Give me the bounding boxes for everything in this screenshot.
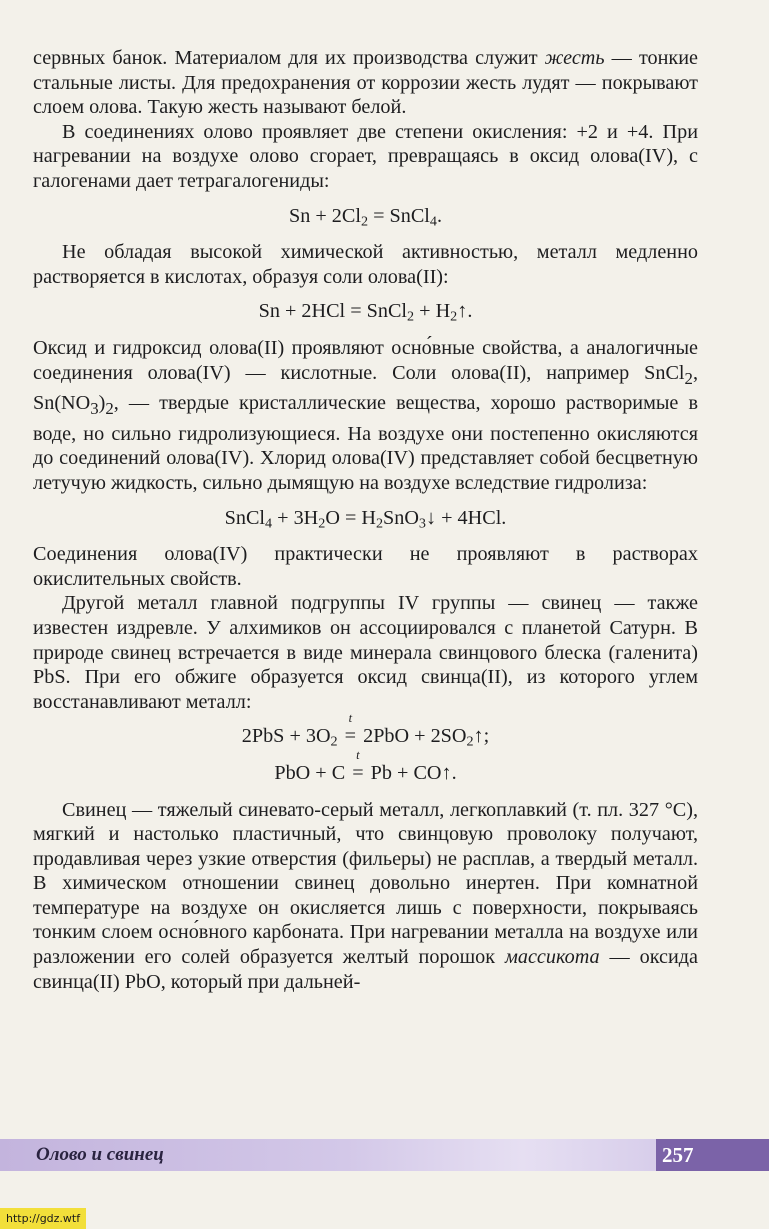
eq-text: ↑. [457,300,473,323]
equation-pbo-reduction [33,747,698,786]
heating-equals-sign [344,711,357,749]
term-zhest: жесть [544,47,605,69]
eq-text: PbO + C [274,761,351,784]
text-run: — тонкие стальные листы. Для предохранения от коррозии жесть лудят — покрывают слоем олова. Такую жесть называют белой. [33,47,698,119]
text-run: , Sn(NO [33,361,698,415]
eq-subscript: 2 [407,308,415,325]
eq-text: 2PbO + 2SO [358,725,467,748]
eq-subscript: 2 [375,515,384,532]
eq-text: ↑; [473,725,490,748]
eq-text: ↓ + 4HCl. [425,506,507,529]
eq-text: SnCl [224,506,266,529]
equation-sn-chlorine [33,204,698,229]
heating-mark: t [348,711,353,726]
eq-subscript: 3 [418,515,426,532]
eq-text: = SnCl [368,204,430,227]
eq-text: + 3H [272,506,319,529]
eq-text: O = H [325,506,376,529]
equals-sign: = [352,761,364,784]
paragraph-lead-properties [33,798,698,995]
eq-subscript: 2 [330,733,338,750]
text-subscript: 2 [684,368,693,388]
paragraph-tin-compounds [33,336,698,496]
text-run: Свинец — тяжелый синевато-серый металл, легкоплавкий (т. пл. 327 °С), мягкий и настолько пластичный, что свинцовую проволоку получают, продавливая через узкие отверстия (фильеры) не расплав, а твердый металл. В химическом отношении свинец довольно инертен. При комнатной температуре на воздухе он окисляется лишь с поверхности, покрываясь тонким слоем осно́вного карбоната. При нагревании металла на воздухе или разложении его солей образуется желтый порошок [33,798,698,969]
heating-equals-sign [352,747,364,786]
eq-subscript: 2 [450,308,458,325]
eq-text: Pb + CO↑. [365,761,457,784]
watermark-link[interactable]: http://gdz.wtf [0,1208,86,1229]
heating-mark: t [356,747,360,762]
page-body-text [33,46,698,994]
eq-subscript: 4 [429,213,437,230]
eq-text: 2PbS + 3O [241,725,331,748]
eq-text: Sn + 2HCl = SnCl [258,300,408,323]
equation-pbs-roasting [33,711,698,750]
eq-text: Sn + 2Cl [288,204,361,227]
eq-text: + H [414,300,451,323]
footer-section-title: Олово и свинец [36,1144,164,1165]
text-run: , — твердые кристаллические вещества, хорошо растворимые в воде, но сильно гидролизующиеся. На воздухе они постепенно окисляются до соединений олова(IV). Хлорид олова(IV) представляет собой бесцветную летучую жидкость, сильно дымящую на воздухе вследствие гидролиза: [33,392,698,494]
eq-subscript: 4 [265,515,273,532]
equation-sn-hcl [33,299,698,324]
equation-sncl4-hydrolysis [33,506,698,531]
page-number: 257 [656,1139,769,1171]
eq-subscript: 2 [360,213,369,230]
eq-text: SnO [383,506,419,529]
eq-text: . [436,204,442,227]
equals-sign: = [344,725,357,748]
text-subscript: 2 [105,399,114,419]
paragraph-tin-acids: Не обладая высокой химической активностью, металл медленно растворяется в кислотах, образуя соли олова(II): [33,241,698,288]
paragraph-tin-plate [33,46,698,120]
term-massikot: массикота [504,946,600,969]
paragraph-lead-intro: Другой металл главной подгруппы IV группы — свинец — также известен издревле. У алхимиков он ассоциировался с планетой Сатурн. В природе свинец встречается в виде минерала свинцового блеска (галенита) PbS. При его обжиге образуется оксид свинца(II), из которого углем восстанавливают металл: [33,592,698,713]
paragraph-tin-iv-properties: Соединения олова(IV) практически не проявляют в растворах окислительных свойств. [33,543,698,590]
eq-subscript: 2 [318,515,326,532]
eq-subscript: 2 [466,733,474,750]
text-run: — оксида свинца(II) PbO, который при дальней- [33,946,698,993]
text-subscript: 3 [90,399,99,419]
text-run: Оксид и гидроксид олова(II) проявляют осно́вные свойства, а аналогичные соединения олова(IV) — кислотные. Соли олова(II), например SnCl [33,336,698,384]
paragraph-tin-oxidation-states: В соединениях олово проявляет две степени окисления: +2 и +4. При нагревании на воздухе олово сгорает, превращаясь в оксид олова(IV), с галогенами дает тетрагалогениды: [33,120,698,192]
text-run: ) [98,392,106,415]
text-run: сервных банок. Материалом для их производства служит [33,47,545,69]
